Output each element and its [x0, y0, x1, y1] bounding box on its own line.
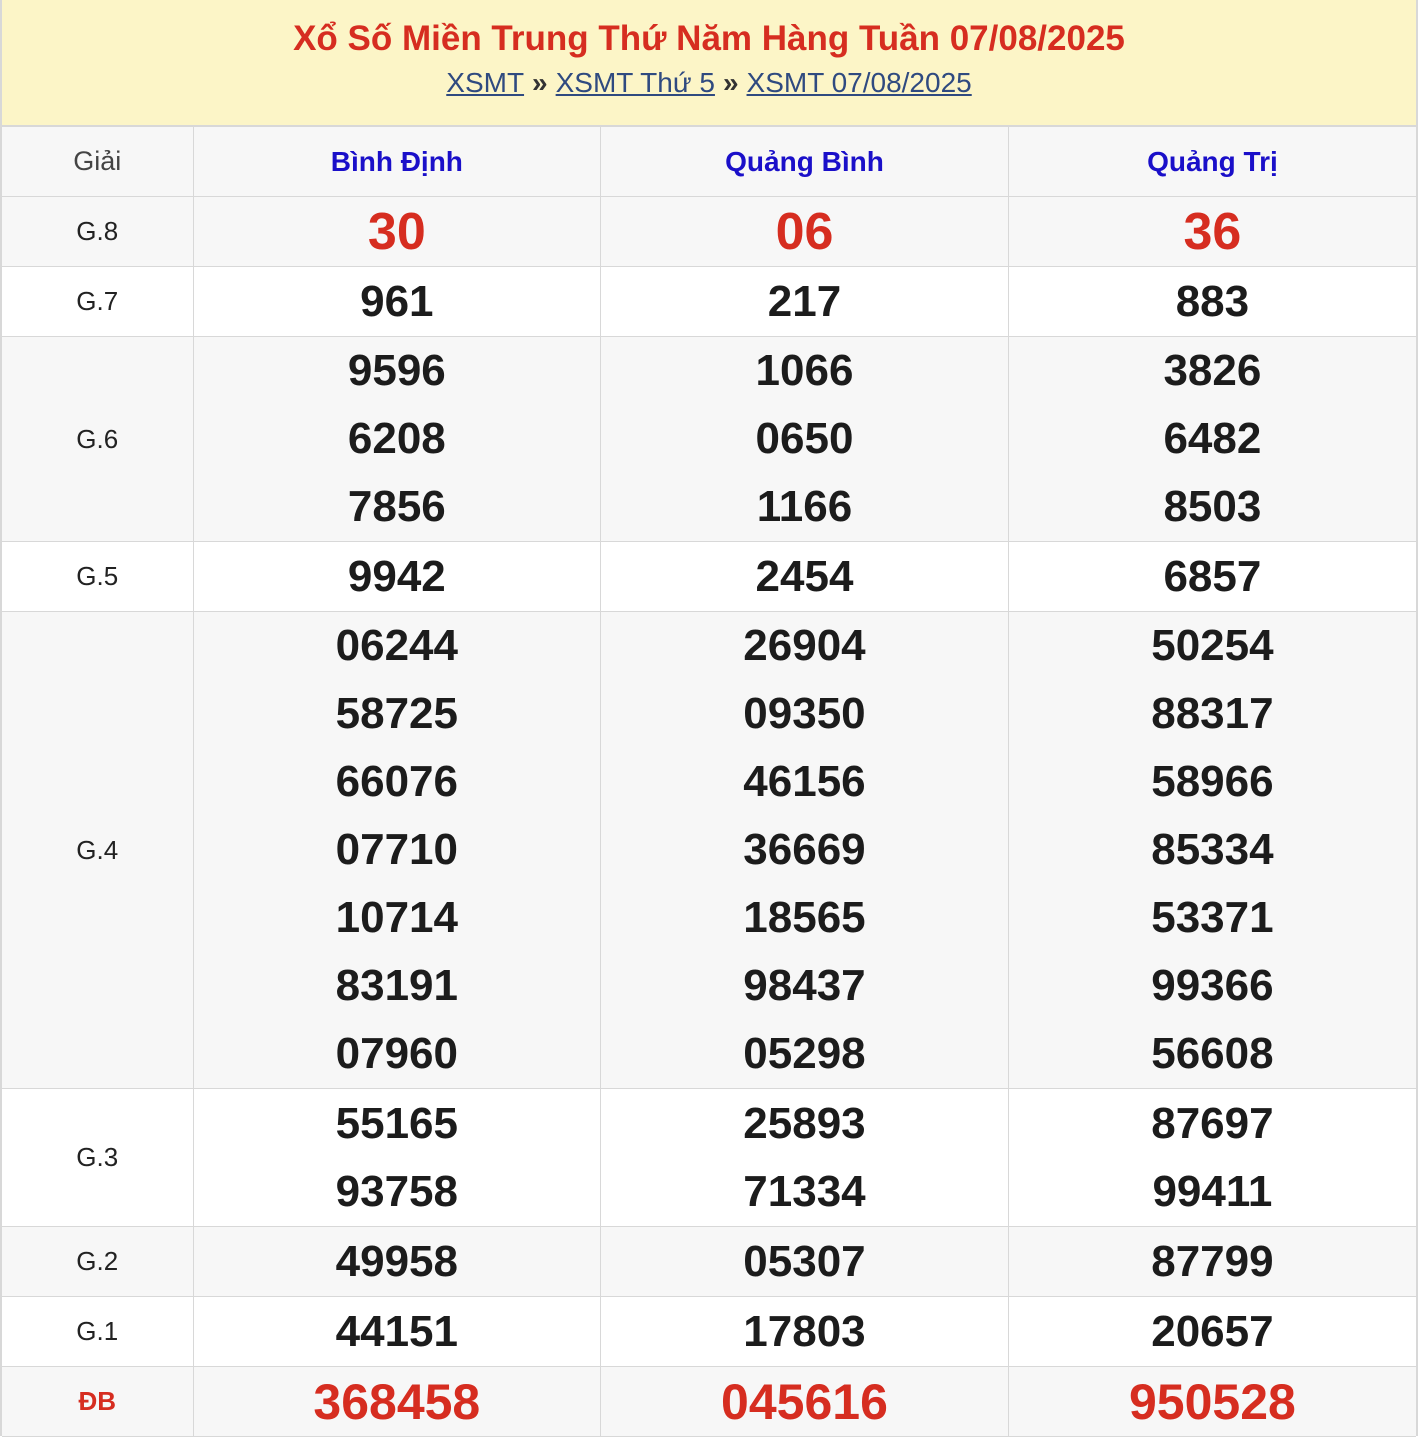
province-header-quang-tri: Quảng Trị: [1008, 127, 1416, 197]
prize-number: 87799: [1151, 1236, 1274, 1286]
prize-number: 25893: [743, 1098, 866, 1148]
prize-number: 83191: [335, 961, 458, 1010]
prize-number: 26904: [743, 621, 866, 670]
prize-label: G.2: [2, 1227, 193, 1297]
province-header-quang-binh: Quảng Bình: [601, 127, 1009, 197]
prize-cell: [193, 1227, 601, 1297]
prize-label: G.3: [2, 1089, 193, 1227]
prize-cell: [1008, 1297, 1416, 1367]
table-row: [2, 197, 1416, 267]
prize-cell: [193, 1367, 601, 1437]
prize-cell: [601, 337, 1009, 542]
prize-cell: [1008, 267, 1416, 337]
prize-number: 950528: [1128, 1373, 1296, 1430]
prize-cell: [1008, 337, 1416, 542]
prize-cell: [193, 337, 601, 542]
prize-cell: [1008, 542, 1416, 612]
prize-cell: [601, 542, 1009, 612]
prize-number: 1166: [756, 482, 853, 531]
prize-cell: [193, 267, 601, 337]
results-table: [2, 126, 1416, 1437]
prize-cell: [1008, 1089, 1416, 1227]
prize-number: 1066: [755, 346, 854, 395]
prize-number: 09350: [743, 689, 866, 738]
prize-cell: [1008, 1227, 1416, 1297]
prize-label: G.4: [2, 612, 193, 1089]
prize-number: 53371: [1151, 893, 1274, 942]
prize-number: 99366: [1151, 961, 1274, 1010]
breadcrumb-link-xsmt[interactable]: XSMT: [446, 67, 525, 98]
prize-number: 30: [367, 202, 426, 261]
prize-cell: [193, 197, 601, 267]
table-row: [2, 1089, 1416, 1227]
prize-number: 58725: [335, 689, 458, 738]
breadcrumb-separator: »: [532, 67, 548, 98]
prize-number: 07710: [335, 825, 458, 874]
prize-number: 93758: [335, 1166, 458, 1216]
table-row: [2, 612, 1416, 1089]
prize-number: 217: [767, 276, 842, 326]
prize-cell: [193, 1089, 601, 1227]
prize-number: 10714: [335, 893, 458, 942]
table-row: [2, 1297, 1416, 1367]
prize-number: 66076: [335, 757, 458, 806]
province-header-binh-dinh: Bình Định: [193, 127, 601, 197]
prize-number: 05307: [743, 1236, 866, 1286]
prize-number: 07960: [335, 1029, 458, 1078]
prize-number: 36669: [743, 825, 866, 874]
prize-number: 6482: [1163, 414, 1262, 463]
prize-number: 17803: [743, 1306, 866, 1356]
prize-number: 88317: [1151, 689, 1274, 738]
prize-number: 44151: [335, 1306, 458, 1356]
prize-number: 3826: [1163, 346, 1262, 395]
prize-cell: [601, 1297, 1009, 1367]
prize-number: 49958: [335, 1236, 458, 1286]
prize-cell: [601, 267, 1009, 337]
prize-number: 20657: [1151, 1306, 1274, 1356]
prize-number: 8503: [1163, 482, 1262, 531]
prize-label: G.1: [2, 1297, 193, 1367]
table-row: [2, 267, 1416, 337]
prize-number: 56608: [1151, 1029, 1274, 1078]
prize-number: 9596: [347, 346, 446, 395]
breadcrumb-link-xsmt-date[interactable]: XSMT 07/08/2025: [746, 67, 972, 98]
breadcrumb: [2, 66, 1416, 100]
prize-number: 46156: [743, 757, 866, 806]
prize-number: 85334: [1151, 825, 1274, 874]
prize-column-header: Giải: [2, 127, 193, 197]
prize-cell: [601, 1367, 1009, 1437]
table-row: [2, 1227, 1416, 1297]
prize-number: 045616: [721, 1373, 888, 1430]
prize-cell: [601, 1227, 1009, 1297]
results-header: [2, 0, 1416, 126]
prize-cell: [1008, 612, 1416, 1089]
prize-number: 06: [775, 202, 834, 261]
breadcrumb-separator: »: [722, 67, 739, 98]
prize-number: 961: [360, 276, 434, 326]
prize-number: 6208: [347, 414, 446, 463]
prize-number: 55165: [335, 1098, 458, 1148]
prize-cell: [601, 1089, 1009, 1227]
table-row: [2, 1367, 1416, 1437]
prize-number: 06244: [335, 621, 458, 670]
prize-number: 6857: [1163, 551, 1262, 601]
prize-label: ĐB: [2, 1367, 193, 1437]
prize-cell: [193, 612, 601, 1089]
prize-number: 883: [1175, 276, 1250, 326]
prize-cell: [601, 612, 1009, 1089]
prize-cell: [193, 1297, 601, 1367]
table-row: [2, 542, 1416, 612]
prize-number: 87697: [1151, 1098, 1274, 1148]
prize-number: 9942: [347, 551, 446, 601]
prize-cell: [1008, 197, 1416, 267]
results-body: [2, 197, 1416, 1437]
prize-number: 71334: [743, 1166, 866, 1216]
prize-cell: [1008, 1367, 1416, 1437]
prize-number: 0650: [755, 414, 854, 463]
prize-cell: [601, 197, 1009, 267]
breadcrumb-link-xsmt-thu-5[interactable]: XSMT Thứ 5: [555, 67, 715, 98]
prize-number: 36: [1183, 202, 1242, 261]
prize-cell: [193, 542, 601, 612]
table-row: [2, 337, 1416, 542]
prize-label: G.7: [2, 267, 193, 337]
prize-number: 99411: [1152, 1166, 1273, 1216]
page-title: Xổ Số Miền Trung Thứ Năm Hàng Tuần 07/08/2025: [293, 19, 1125, 58]
prize-label: G.5: [2, 542, 193, 612]
table-header-row: [2, 127, 1416, 197]
prize-number: 05298: [743, 1029, 866, 1078]
prize-label: G.8: [2, 197, 193, 267]
prize-number: 7856: [347, 482, 446, 531]
prize-number: 2454: [755, 551, 854, 601]
prize-number: 58966: [1151, 757, 1274, 806]
prize-number: 368458: [313, 1373, 481, 1430]
prize-label: G.6: [2, 337, 193, 542]
prize-number: 98437: [743, 961, 866, 1010]
prize-number: 50254: [1151, 621, 1274, 670]
prize-number: 18565: [743, 893, 866, 942]
